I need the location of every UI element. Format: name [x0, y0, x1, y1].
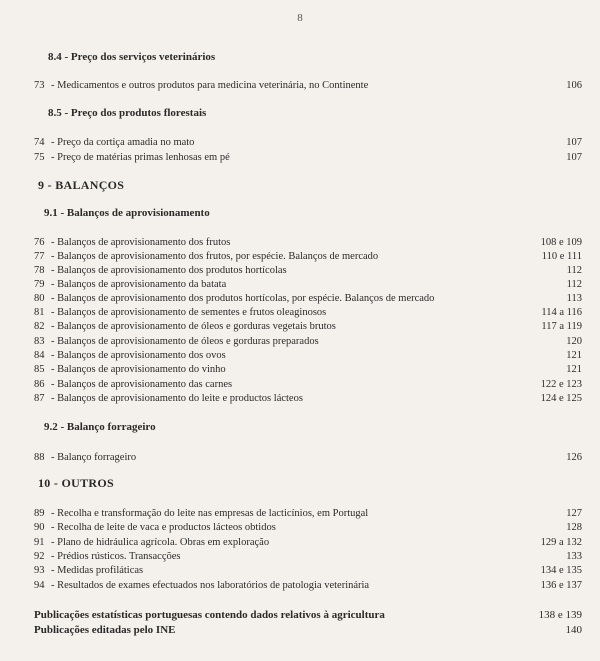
entry-page: 126 [566, 452, 582, 463]
section-title-8-5: 8.5 - Preço dos produtos florestais [48, 107, 207, 119]
entry-page: 127 [566, 508, 582, 519]
toc-entry-85 [34, 363, 582, 377]
section-title-9-2: 9.2 - Balanço forrageiro [44, 421, 156, 433]
entry-number: 89 [34, 508, 45, 519]
entry-number: 80 [34, 293, 45, 304]
toc-entry-88 [34, 451, 582, 465]
entry-number: 81 [34, 307, 45, 318]
page-number: 8 [297, 12, 303, 24]
publication-text: Publicações estatísticas portuguesas contendo dados relativos à agricultura [34, 609, 385, 621]
toc-entry-89 [34, 507, 582, 521]
entry-page: 107 [566, 152, 582, 163]
toc-entry-80 [34, 292, 582, 306]
toc-entry-87 [34, 392, 582, 406]
toc-entry-92 [34, 550, 582, 564]
entry-number: 75 [34, 152, 45, 163]
entry-text: - Balanços de aprovisionamento dos frutos [51, 237, 231, 248]
entry-page: 120 [566, 336, 582, 347]
entry-page: 107 [566, 137, 582, 148]
section-title-10: 10 - OUTROS [38, 476, 114, 490]
entry-number: 85 [34, 364, 45, 375]
entry-page: 128 [566, 522, 582, 533]
entry-text: - Plano de hidráulica agrícola. Obras em exploração [51, 537, 270, 548]
toc-entry-86 [34, 378, 582, 392]
toc-entry-76 [34, 236, 582, 250]
entry-number: 84 [34, 350, 45, 361]
entry-text: - Balanços de aprovisionamento de óleos e gorduras vegetais brutos [51, 321, 336, 332]
entry-page: 110 e 111 [541, 251, 582, 262]
toc-entry-84 [34, 349, 582, 363]
entry-page: 134 e 135 [540, 565, 582, 576]
entry-page: 124 e 125 [540, 393, 582, 404]
entry-page: 122 e 123 [540, 379, 582, 390]
entry-text: - Balanços de aprovisionamento do vinho [51, 364, 226, 375]
toc-entry-94 [34, 579, 582, 593]
entry-number: 91 [34, 537, 45, 548]
entry-text: - Balanços de aprovisionamento de óleos e gorduras preparados [51, 336, 319, 347]
entry-text: - Balanços de aprovisionamento das carnes [51, 379, 233, 390]
entry-page: 136 e 137 [540, 580, 582, 591]
entry-page: 108 e 109 [540, 237, 582, 248]
entry-page: 117 a 119 [541, 321, 582, 332]
toc-entry-77 [34, 250, 582, 264]
entry-text: - Medidas profiláticas [51, 565, 144, 576]
toc-entry-79 [34, 278, 582, 292]
entry-number: 76 [34, 237, 45, 248]
entry-number: 93 [34, 565, 45, 576]
entry-number: 92 [34, 551, 45, 562]
entry-text: - Balanços de aprovisionamento da batata [51, 279, 227, 290]
toc-entry-90 [34, 521, 582, 535]
toc-entry-82 [34, 320, 582, 334]
toc-entry-75 [34, 151, 582, 165]
publication-page: 140 [565, 624, 582, 636]
entry-number: 87 [34, 393, 45, 404]
toc-entry-78 [34, 264, 582, 278]
entry-text: - Balanços de aprovisionamento do leite e productos lácteos [51, 393, 303, 404]
entry-page: 112 [566, 279, 582, 290]
entry-text: - Balanços de aprovisionamento de sementes e frutos oleaginosos [51, 307, 327, 318]
entry-number: 82 [34, 321, 45, 332]
entry-number: 73 [34, 80, 45, 91]
entry-text: - Balanços de aprovisionamento dos frutos, por espécie. Balanços de mercado [51, 251, 379, 262]
entry-number: 86 [34, 379, 45, 390]
entry-number: 90 [34, 522, 45, 533]
entry-text: - Preço da cortiça amadia no mato [51, 137, 195, 148]
section-title-9-1: 9.1 - Balanços de aprovisionamento [44, 207, 210, 219]
entry-text: - Preço de matérias primas lenhosas em pé [51, 152, 230, 163]
toc-entry-81 [34, 306, 582, 320]
publications-entry-1 [34, 608, 582, 622]
toc-entry-83 [34, 335, 582, 349]
entry-number: 77 [34, 251, 45, 262]
entry-page: 133 [566, 551, 582, 562]
entry-text: - Medicamentos e outros produtos para medicina veterinária, no Continente [51, 80, 369, 91]
entry-page: 121 [566, 350, 582, 361]
entry-text: - Balanços de aprovisionamento dos produtos hortícolas, por espécie. Balanços de mercado [51, 293, 435, 304]
section-title-9: 9 - BALANÇOS [38, 178, 125, 192]
entry-number: 94 [34, 580, 45, 591]
entry-number: 74 [34, 137, 45, 148]
entry-page: 113 [566, 293, 582, 304]
toc-entry-93 [34, 564, 582, 578]
entry-page: 121 [566, 364, 582, 375]
entry-number: 88 [34, 452, 45, 463]
publication-page: 138 e 139 [538, 609, 582, 621]
publication-text: Publicações editadas pelo INE [34, 624, 176, 636]
entry-text: - Resultados de exames efectuados nos laboratórios de patologia veterinária [51, 580, 370, 591]
entry-text: - Balanços de aprovisionamento dos ovos [51, 350, 226, 361]
toc-entry-73 [34, 79, 582, 93]
entry-number: 79 [34, 279, 45, 290]
entry-text: - Recolha e transformação do leite nas empresas de lacticínios, em Portugal [51, 508, 369, 519]
publications-entry-2 [34, 623, 582, 637]
entry-text: - Prédios rústicos. Transacções [51, 551, 181, 562]
entry-page: 129 a 132 [540, 537, 582, 548]
entry-text: - Balanço forrageiro [51, 452, 137, 463]
entry-page: 114 a 116 [541, 307, 582, 318]
entry-number: 78 [34, 265, 45, 276]
entry-page: 106 [566, 80, 582, 91]
entry-number: 83 [34, 336, 45, 347]
section-title-8-4: 8.4 - Preço dos serviços veterinários [48, 51, 216, 63]
entry-page: 112 [566, 265, 582, 276]
toc-entry-74 [34, 136, 582, 150]
entry-text: - Recolha de leite de vaca e productos lácteos obtidos [51, 522, 276, 533]
toc-entry-91 [34, 536, 582, 550]
entry-text: - Balanços de aprovisionamento dos produtos hortícolas [51, 265, 287, 276]
